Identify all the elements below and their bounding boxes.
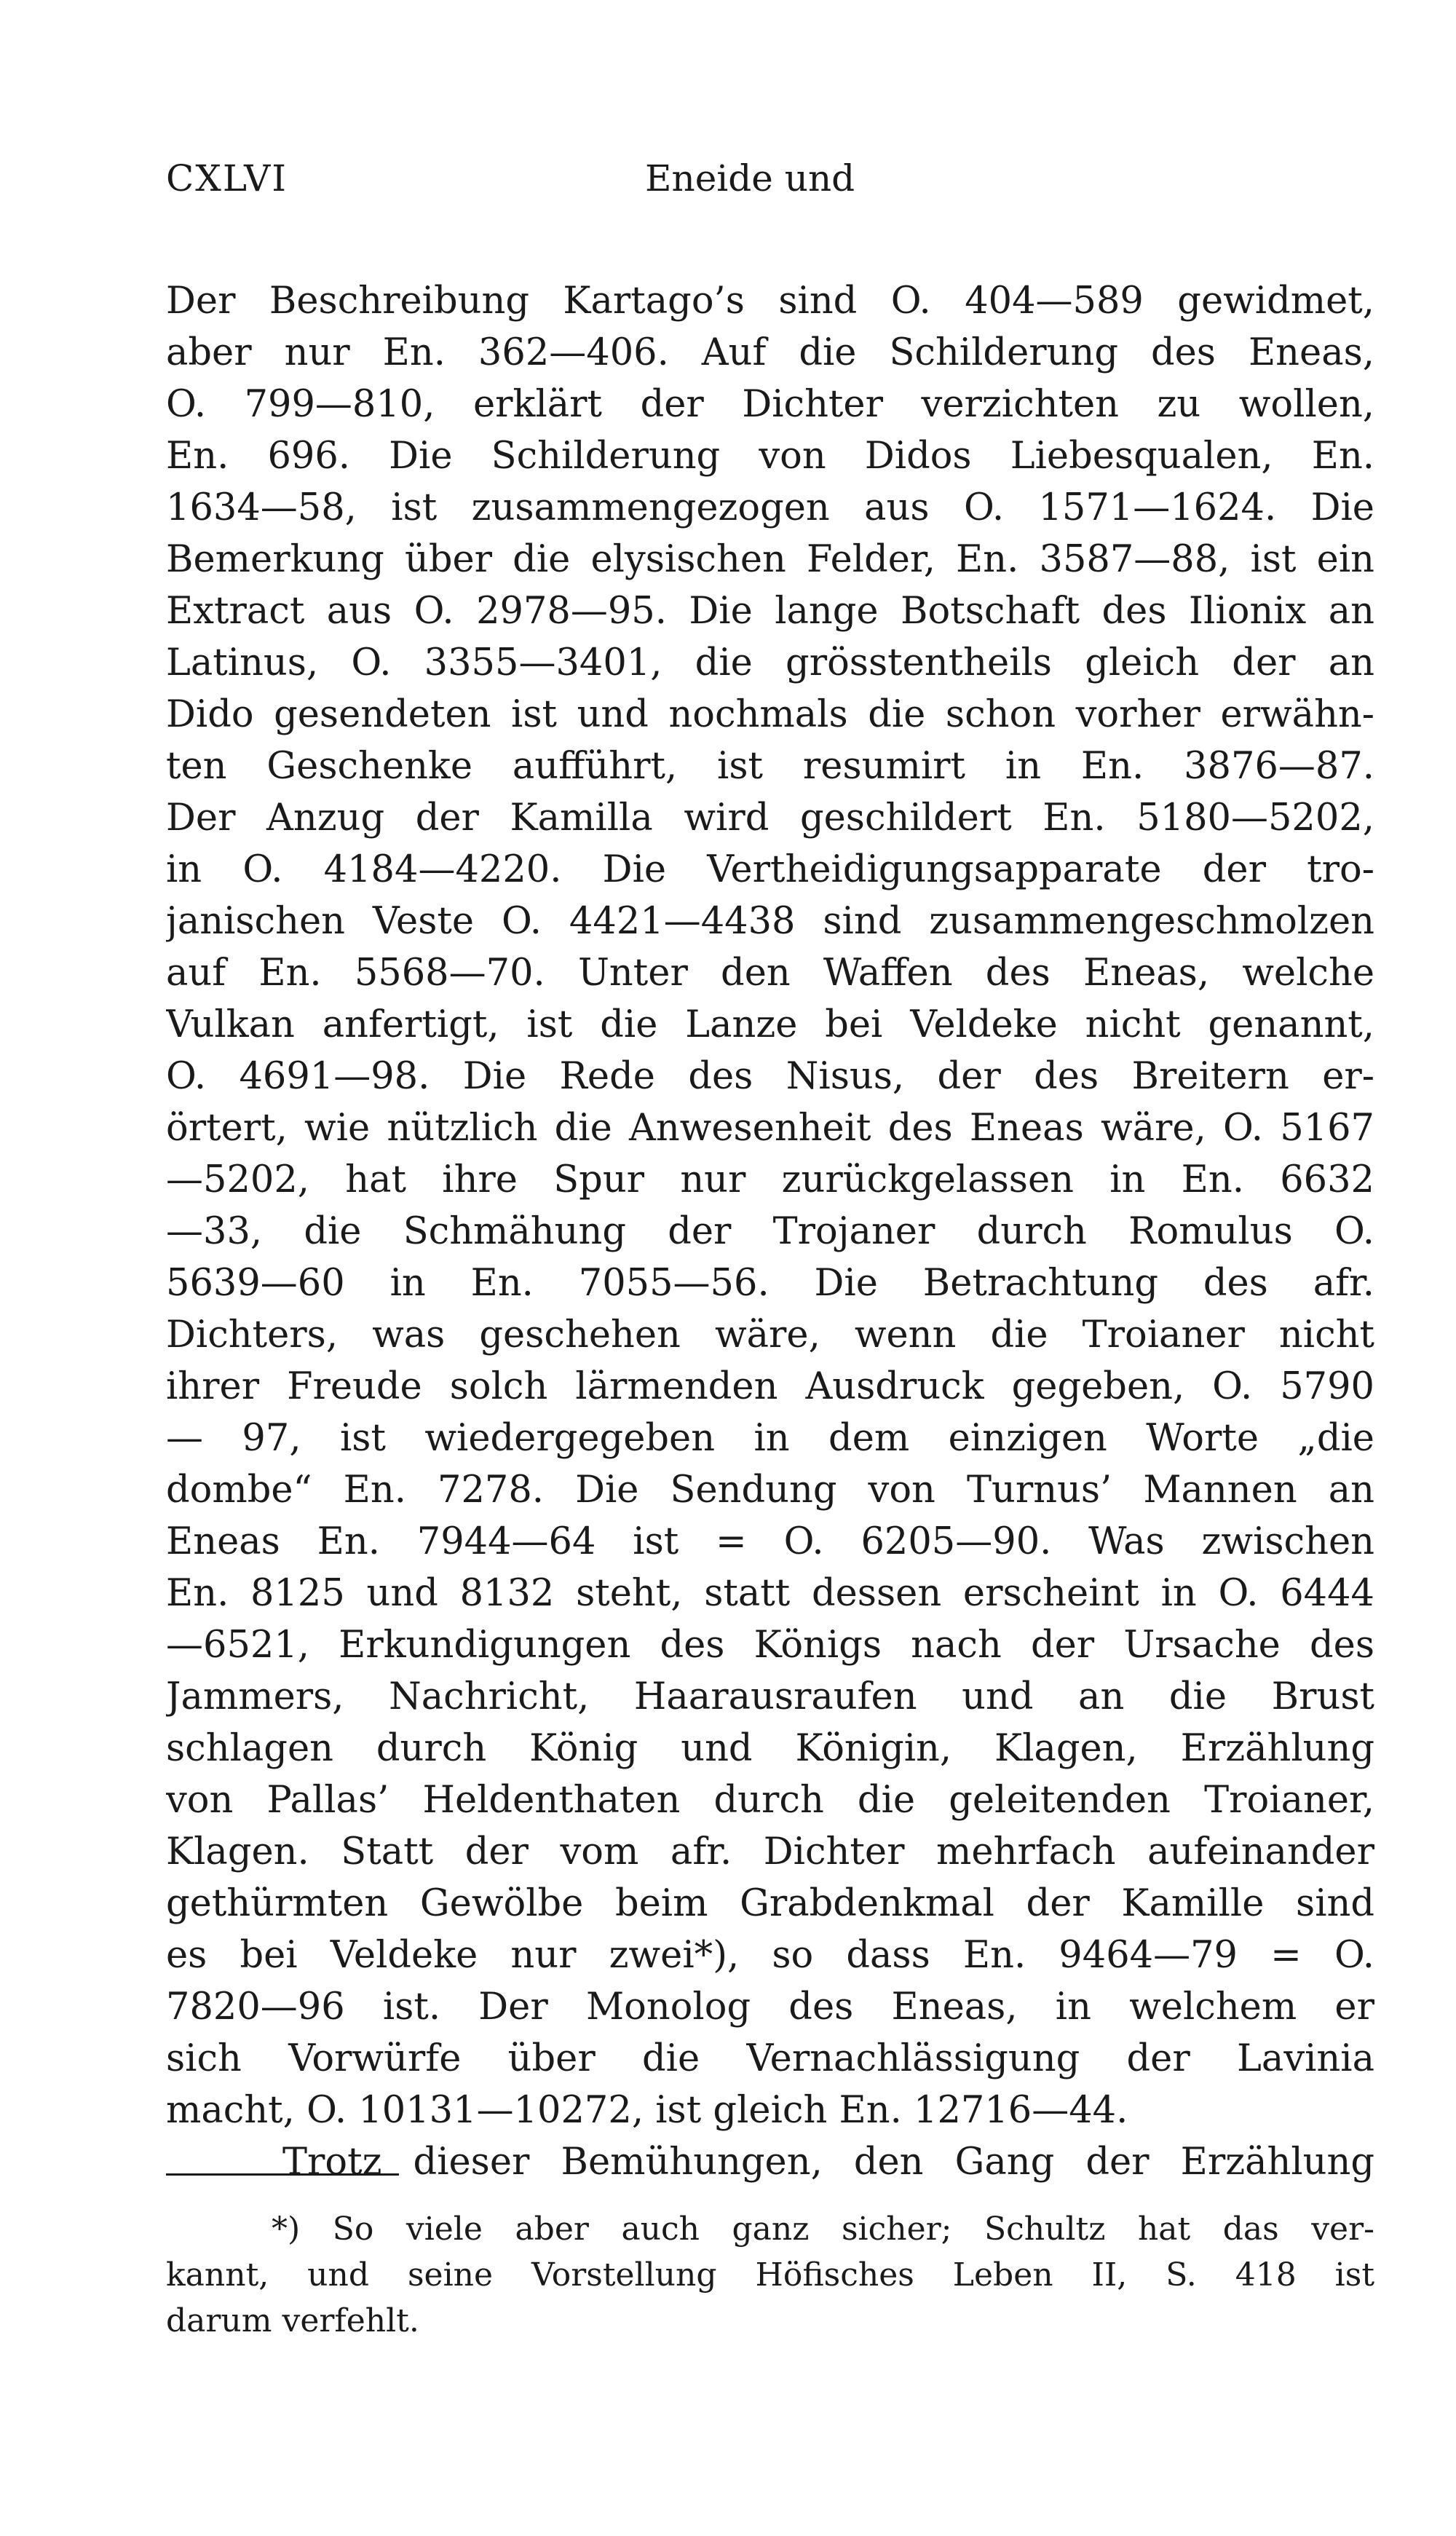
text-line: 7820—96 ist. Der Monolog des Eneas, in welchem er [166, 1986, 1374, 2029]
text-line: O. 799—810, erklärt der Dichter verzichten zu wollen, [166, 383, 1374, 426]
text-line: von Pallas’ Heldenthaten durch die geleitenden Troianer, [166, 1779, 1374, 1822]
text-line: Vulkan anfertigt, ist die Lanze bei Veldeke nicht genannt, [166, 1003, 1374, 1046]
text-line: sich Vorwürfe über die Vernachlässigung der Lavinia [166, 2037, 1374, 2080]
text-line: es bei Veldeke nur zwei*), so dass En. 9464—79 = O. [166, 1934, 1374, 1977]
footnote [166, 2206, 1374, 2344]
text-line: —6521, Erkundigungen des Königs nach der Ursache des [166, 1624, 1374, 1667]
main-text [166, 275, 1374, 2188]
text-line: Klagen. Statt der vom afr. Dichter mehrfach aufeinander [166, 1830, 1374, 1873]
running-head [166, 157, 1374, 200]
text-line: Latinus, O. 3355—3401, die grösstentheils gleich der an [166, 641, 1374, 684]
text-line: janischen Veste O. 4421—4438 sind zusammengeschmolzen [166, 900, 1374, 943]
text-line: En. 8125 und 8132 steht, statt dessen erscheint in O. 6444 [166, 1572, 1374, 1615]
footnote-line: *) So viele aber auch ganz sicher; Schultz hat das ver- [272, 2211, 1374, 2248]
text-line: 5639—60 in En. 7055—56. Die Betrachtung des afr. [166, 1262, 1374, 1305]
text-line: Bemerkung über die elysischen Felder, En. 3587—88, ist ein [166, 538, 1374, 581]
text-line: dombe“ En. 7278. Die Sendung von Turnus’ Mannen an [166, 1469, 1374, 1512]
footnote-rule [166, 2173, 399, 2176]
text-line: in O. 4184—4220. Die Vertheidigungsapparate der tro- [166, 848, 1374, 891]
text-line: Dido gesendeten ist und nochmals die schon vorher erwähn- [166, 693, 1374, 736]
page-number: CXLVI [166, 157, 288, 200]
footnote-line: kannt, und seine Vorstellung Höfisches Leben II, S. 418 ist [166, 2256, 1374, 2294]
text-line: O. 4691—98. Die Rede des Nisus, der des Breitern er- [166, 1055, 1374, 1098]
text-line: Jammers, Nachricht, Haarausraufen und an die Brust [166, 1675, 1374, 1718]
text-line: macht, O. 10131—10272, ist gleich En. 12716—44. [166, 2089, 1128, 2132]
text-line: Der Anzug der Kamilla wird geschildert En. 5180—5202, [166, 797, 1374, 840]
text-line: örtert, wie nützlich die Anwesenheit des Eneas wäre, O. 5167 [166, 1107, 1374, 1150]
text-line: gethürmten Gewölbe beim Grabdenkmal der Kamille sind [166, 1882, 1374, 1925]
text-line: aber nur En. 362—406. Auf die Schilderung des Eneas, [166, 331, 1374, 374]
text-line: auf En. 5568—70. Unter den Waffen des Eneas, welche [166, 952, 1374, 995]
text-line: —33, die Schmähung der Trojaner durch Romulus O. [166, 1210, 1374, 1253]
running-title: Eneide und [645, 157, 855, 200]
text-line: En. 696. Die Schilderung von Didos Liebesqualen, En. [166, 435, 1374, 478]
text-line: — 97, ist wiedergegeben in dem einzigen Worte „die [166, 1417, 1374, 1460]
text-line-paragraph-start: Trotz dieser Bemühungen, den Gang der Erzählung [282, 2141, 1374, 2184]
text-line: 1634—58, ist zusammengezogen aus O. 1571—1624. Die [166, 486, 1374, 529]
text-line: ihrer Freude solch lärmenden Ausdruck gegeben, O. 5790 [166, 1365, 1374, 1408]
text-line: schlagen durch König und Königin, Klagen, Erzählung [166, 1727, 1374, 1770]
footnote-line: darum verfehlt. [166, 2302, 419, 2339]
text-line: ten Geschenke aufführt, ist resumirt in En. 3876—87. [166, 745, 1374, 788]
text-line: Extract aus O. 2978—95. Die lange Botschaft des Ilionix an [166, 590, 1374, 633]
text-line: Dichters, was geschehen wäre, wenn die Troianer nicht [166, 1314, 1374, 1356]
text-line: Der Beschreibung Kartago’s sind O. 404—589 gewidmet, [166, 280, 1374, 323]
text-line: —5202, hat ihre Spur nur zurückgelassen in En. 6632 [166, 1158, 1374, 1201]
text-line: Eneas En. 7944—64 ist = O. 6205—90. Was zwischen [166, 1520, 1374, 1563]
